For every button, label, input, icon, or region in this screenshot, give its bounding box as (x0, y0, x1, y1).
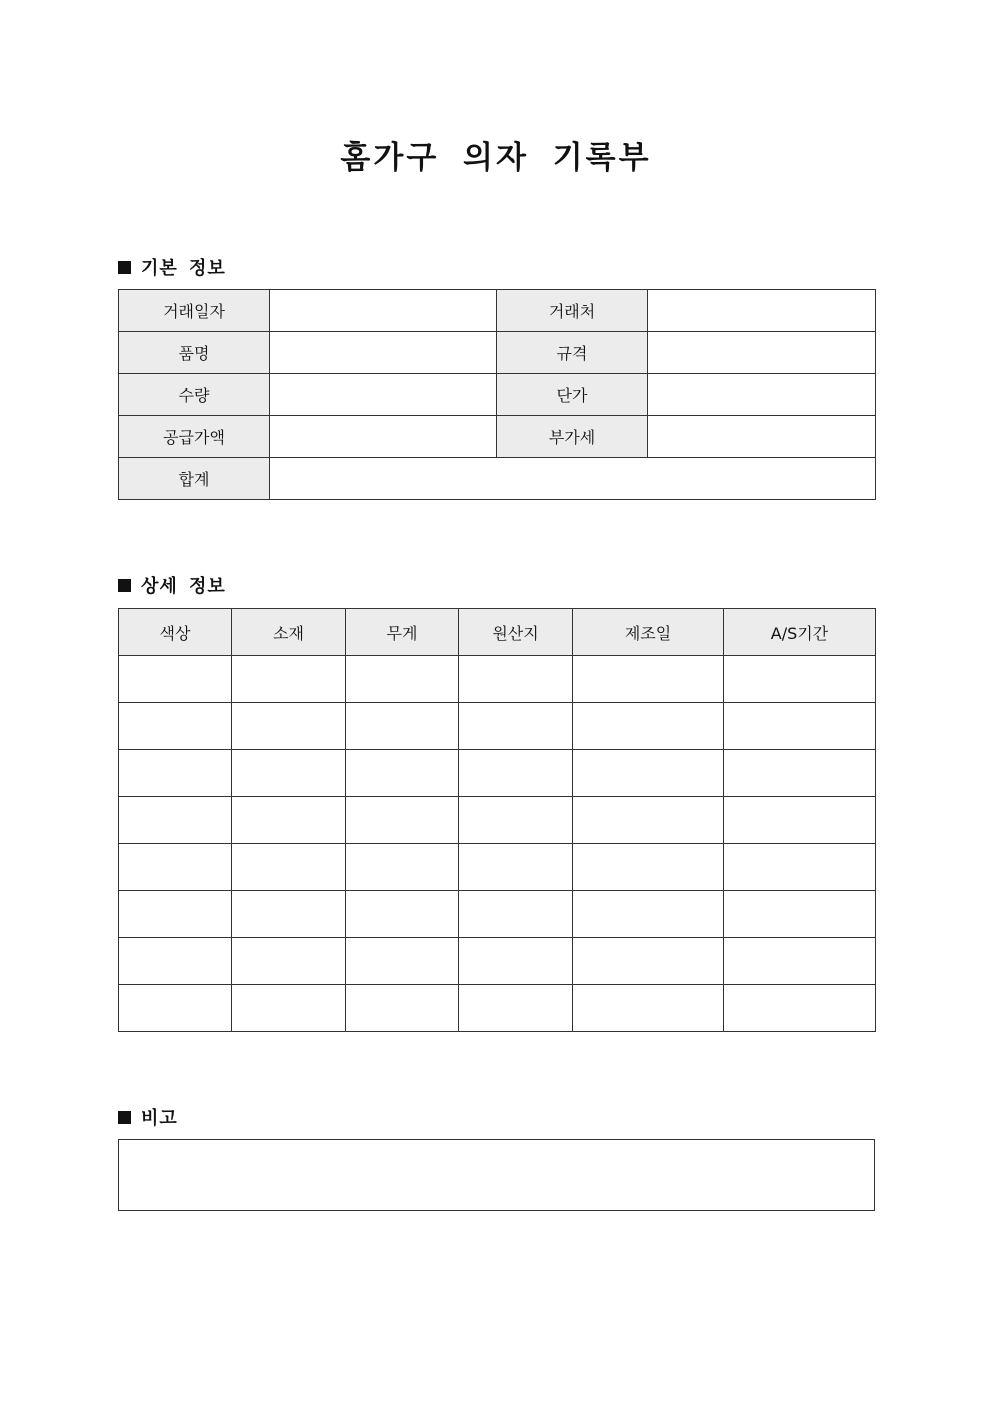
square-bullet-icon (118, 579, 131, 592)
table-row (119, 750, 876, 797)
as-period-cell[interactable] (724, 985, 876, 1032)
table-row (119, 458, 876, 500)
material-cell[interactable] (232, 797, 346, 844)
trade-date-label: 거래일자 (119, 290, 270, 332)
table-row (119, 332, 876, 374)
table-row (119, 290, 876, 332)
spec-field[interactable] (648, 332, 876, 374)
manufacture-date-cell[interactable] (573, 891, 724, 938)
vat-field[interactable] (648, 416, 876, 458)
as-period-cell[interactable] (724, 891, 876, 938)
weight-cell[interactable] (346, 656, 459, 703)
material-cell[interactable] (232, 750, 346, 797)
item-name-label: 품명 (119, 332, 270, 374)
origin-cell[interactable] (459, 750, 573, 797)
origin-cell[interactable] (459, 938, 573, 985)
notes-heading-label: 비고 (141, 1108, 178, 1129)
weight-cell[interactable] (346, 797, 459, 844)
manufacture-date-cell[interactable] (573, 750, 724, 797)
material-cell[interactable] (232, 844, 346, 891)
unit-price-field[interactable] (648, 374, 876, 416)
weight-cell[interactable] (346, 891, 459, 938)
detail-info-table (118, 608, 876, 1032)
quantity-field[interactable] (270, 374, 497, 416)
table-header-row (119, 609, 876, 656)
manufacture-date-cell[interactable] (573, 656, 724, 703)
table-row (119, 656, 876, 703)
total-label: 합계 (119, 458, 270, 500)
origin-cell[interactable] (459, 985, 573, 1032)
manufacture-date-cell[interactable] (573, 938, 724, 985)
weight-cell[interactable] (346, 750, 459, 797)
manufacture-date-cell[interactable] (573, 985, 724, 1032)
column-header-material: 소재 (232, 609, 346, 656)
material-cell[interactable] (232, 656, 346, 703)
table-row (119, 416, 876, 458)
document-title: 홈가구 의자 기록부 (340, 140, 652, 176)
color-cell[interactable] (119, 891, 232, 938)
basic-info-table (118, 289, 876, 500)
material-cell[interactable] (232, 891, 346, 938)
table-row (119, 844, 876, 891)
origin-cell[interactable] (459, 656, 573, 703)
detail-info-heading-label: 상세 정보 (141, 576, 226, 597)
origin-cell[interactable] (459, 703, 573, 750)
trade-date-field[interactable] (270, 290, 497, 332)
basic-info-heading (118, 254, 226, 280)
table-row (119, 985, 876, 1032)
color-cell[interactable] (119, 938, 232, 985)
weight-cell[interactable] (346, 703, 459, 750)
weight-cell[interactable] (346, 844, 459, 891)
column-header-as-period: A/S기간 (724, 609, 876, 656)
table-row (119, 374, 876, 416)
as-period-cell[interactable] (724, 656, 876, 703)
notes-field[interactable] (118, 1139, 875, 1211)
material-cell[interactable] (232, 938, 346, 985)
origin-cell[interactable] (459, 797, 573, 844)
as-period-cell[interactable] (724, 797, 876, 844)
vat-label: 부가세 (497, 416, 648, 458)
square-bullet-icon (118, 1111, 131, 1124)
detail-info-heading (118, 572, 226, 598)
supplier-field[interactable] (648, 290, 876, 332)
color-cell[interactable] (119, 750, 232, 797)
weight-cell[interactable] (346, 985, 459, 1032)
supplier-label: 거래처 (497, 290, 648, 332)
column-header-color: 색상 (119, 609, 232, 656)
weight-cell[interactable] (346, 938, 459, 985)
manufacture-date-cell[interactable] (573, 797, 724, 844)
supply-amount-label: 공급가액 (119, 416, 270, 458)
material-cell[interactable] (232, 985, 346, 1032)
table-row (119, 703, 876, 750)
as-period-cell[interactable] (724, 750, 876, 797)
as-period-cell[interactable] (724, 703, 876, 750)
color-cell[interactable] (119, 985, 232, 1032)
notes-heading (118, 1104, 178, 1130)
table-row (119, 891, 876, 938)
color-cell[interactable] (119, 844, 232, 891)
color-cell[interactable] (119, 656, 232, 703)
table-row (119, 797, 876, 844)
unit-price-label: 단가 (497, 374, 648, 416)
spec-label: 규격 (497, 332, 648, 374)
column-header-origin: 원산지 (459, 609, 573, 656)
basic-info-heading-label: 기본 정보 (141, 258, 226, 279)
total-field[interactable] (270, 458, 876, 500)
origin-cell[interactable] (459, 891, 573, 938)
as-period-cell[interactable] (724, 938, 876, 985)
manufacture-date-cell[interactable] (573, 703, 724, 750)
table-row (119, 938, 876, 985)
color-cell[interactable] (119, 797, 232, 844)
manufacture-date-cell[interactable] (573, 844, 724, 891)
quantity-label: 수량 (119, 374, 270, 416)
column-header-manufacture-date: 제조일 (573, 609, 724, 656)
square-bullet-icon (118, 261, 131, 274)
material-cell[interactable] (232, 703, 346, 750)
origin-cell[interactable] (459, 844, 573, 891)
supply-amount-field[interactable] (270, 416, 497, 458)
color-cell[interactable] (119, 703, 232, 750)
as-period-cell[interactable] (724, 844, 876, 891)
column-header-weight: 무게 (346, 609, 459, 656)
item-name-field[interactable] (270, 332, 497, 374)
